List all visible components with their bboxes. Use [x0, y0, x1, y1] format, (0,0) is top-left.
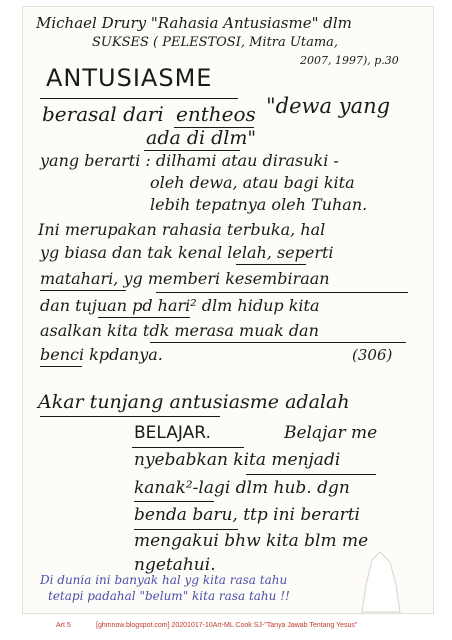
kesembiraan-underline	[156, 292, 408, 293]
lelah-underline	[236, 264, 306, 265]
kita-underline	[246, 474, 376, 475]
section2-line-6: mengakui bhw kita blm me	[134, 531, 369, 551]
body-line-7: yg biasa dan tak kenal lelah, seperti	[40, 243, 334, 262]
header-line-1: Michael Drury "Rahasia Antusiasme" dlm	[36, 14, 352, 32]
body-line-2: ada di dlm"	[146, 127, 257, 149]
belajar-underline	[132, 447, 244, 448]
section2-line-5: benda baru, ttp ini berarti	[134, 505, 360, 525]
page-title: ANTUSIASME	[46, 64, 213, 92]
body-line-6: Ini merupakan rahasia terbuka, hal	[38, 220, 326, 239]
body-line-1a: berasal dari	[42, 102, 164, 126]
body-line-9: dan tujuan pd hari² dlm hidup kita	[40, 296, 320, 315]
benci-underline	[40, 366, 82, 367]
muak-underline	[150, 342, 406, 343]
header-line-2: SUKSES ( PELESTOSI, Mitra Utama,	[92, 35, 339, 50]
section2-line-2a: BELAJAR.	[134, 423, 211, 443]
section2-line-4: kanak²-lagi dlm hub. dgn	[134, 478, 350, 498]
matahari-underline	[40, 290, 126, 291]
section2-line-7: ngetahui.	[134, 555, 216, 575]
note-line-1: Di dunia ini banyak hal yg kita rasa tahu	[40, 573, 288, 587]
tujuan-underline	[98, 317, 190, 318]
benda-underline	[134, 529, 238, 530]
body-line-8: matahari, yg memberi kesembiraan	[40, 269, 330, 288]
body-ref: (306)	[352, 346, 393, 364]
note-line-2: tetapi padahal "belum" kita rasa tahu !!	[48, 589, 290, 603]
header-line-3: 2007, 1997), p.30	[300, 54, 399, 67]
kanak-underline	[134, 501, 214, 502]
body-line-1b: entheos	[176, 102, 256, 126]
body-line-1c: "dewa yang	[266, 94, 391, 118]
title-underline	[40, 98, 238, 99]
body-line-4: oleh dewa, atau bagi kita	[150, 173, 355, 192]
footer-label: Art 5	[56, 622, 71, 629]
body-line-10: asalkan kita tdk merasa muak dan	[40, 321, 319, 340]
body-line-5: lebih tepatnya oleh Tuhan.	[150, 195, 368, 214]
akar-underline	[40, 416, 220, 417]
footer-source: [ghmnow.blogspot.com] 20201017-10Art-ML Cook SJ-"Tanya Jawab Tentang Yesus"	[96, 622, 358, 629]
body-line-11: benci kpdanya.	[40, 345, 163, 364]
section2-line-1: Akar tunjang antusiasme adalah	[38, 391, 350, 413]
section2-line-2b: Belajar me	[284, 423, 378, 443]
section2-line-3: nyebabkan kita menjadi	[134, 450, 341, 470]
body-line-3: yang berarti : dilhami atau dirasuki -	[40, 151, 339, 170]
